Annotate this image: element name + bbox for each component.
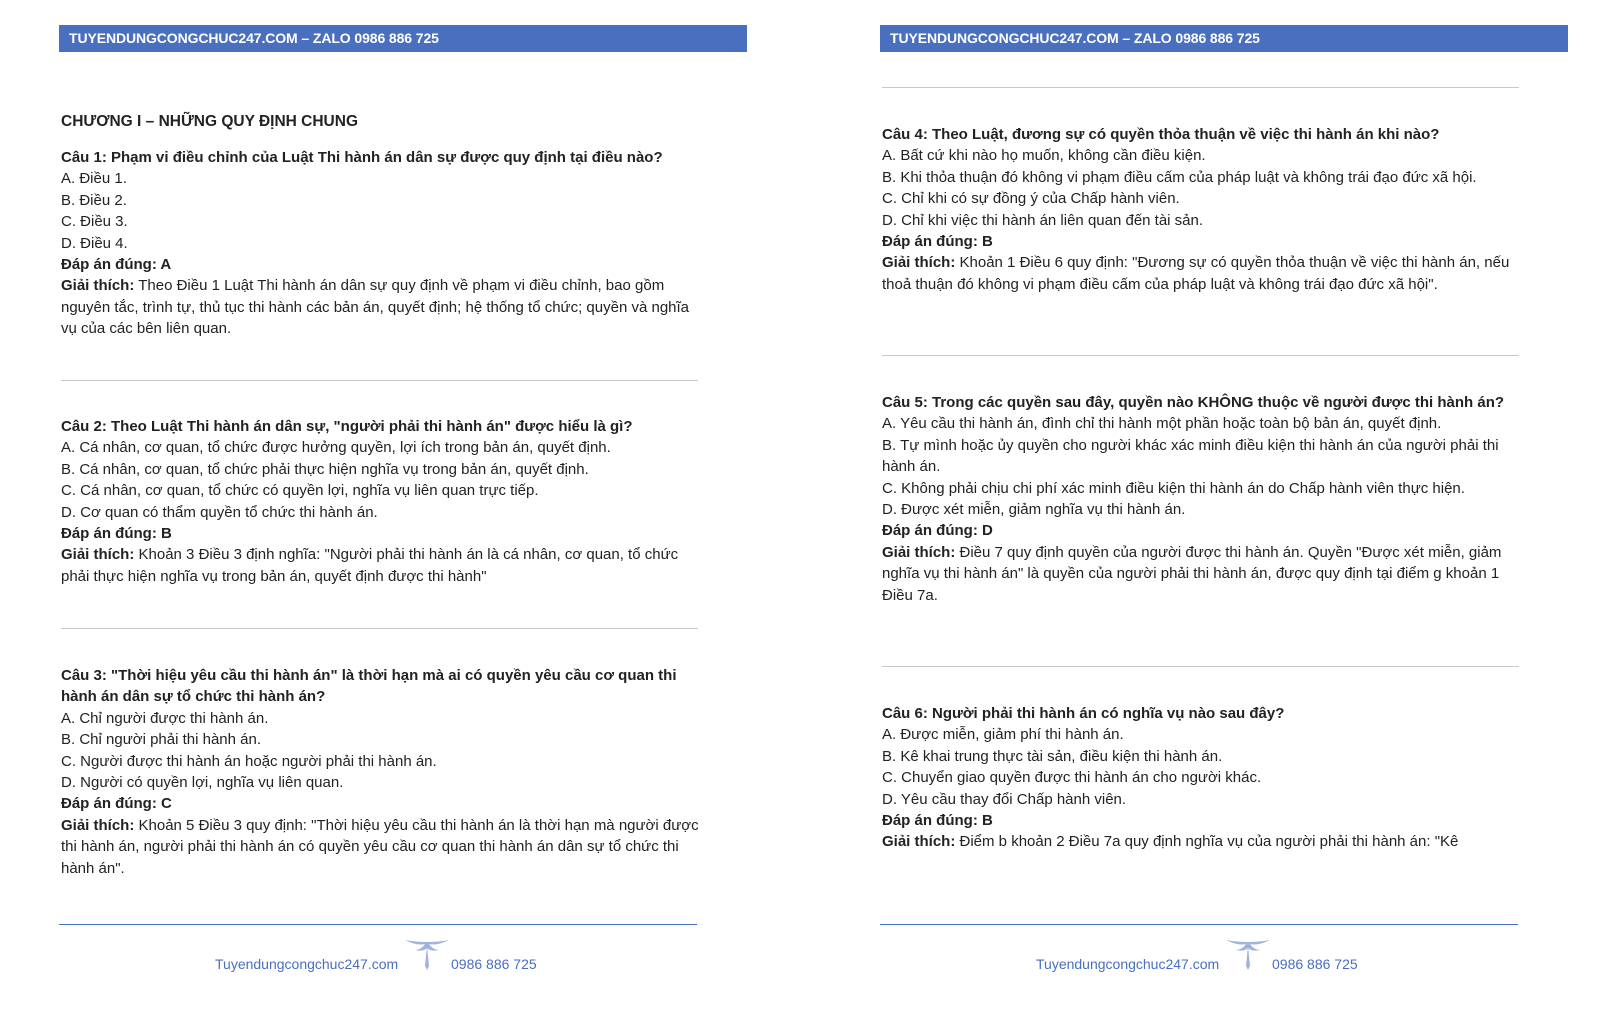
question-block (61, 665, 701, 879)
correct-answer: Đáp án đúng: A (61, 256, 172, 274)
explanation-label: Giải thích: (882, 543, 956, 561)
answer-option: B. Khi thỏa thuận đó không vi phạm điều cấm của pháp luật và không trái đạo đức xã hội. (882, 168, 1477, 186)
page-header: TUYENDUNGCONGCHUC247.COM – ZALO 0986 886 725 (880, 25, 1568, 52)
correct-answer: Đáp án đúng: B (882, 812, 993, 830)
explanation-label: Giải thích: (882, 833, 956, 851)
question-title: Câu 4: Theo Luật, đương sự có quyền thỏa thuận về việc thi hành án khi nào? (882, 126, 1440, 143)
question-title: Câu 1: Phạm vi điều chỉnh của Luật Thi hành án dân sự được quy định tại điều nào? (61, 149, 663, 166)
correct-answer: Đáp án đúng: C (61, 795, 172, 813)
answer-option: C. Cá nhân, cơ quan, tổ chức có quyền lợi, nghĩa vụ liên quan trực tiếp. (61, 482, 539, 500)
explanation (61, 544, 701, 587)
right-page (800, 0, 1600, 1018)
explanation-text: Điểm b khoản 2 Điều 7a quy định nghĩa vụ của người phải thi hành án: "Kê (955, 833, 1459, 851)
footer-site-link[interactable]: Tuyendungcongchuc247.com (215, 956, 399, 972)
explanation (882, 542, 1532, 606)
explanation-text: Điều 7 quy định quyền của người được thi hành án. Quyền "Được xét miễn, giảm nghĩa vụ thi hành án" là quyền của người phải thi hành án, được quy định tại điểm g khoản 1 Điều 7a. (882, 543, 1502, 604)
question-block (61, 147, 701, 340)
footer-divider (59, 924, 697, 925)
answer-option: C. Chỉ khi có sự đồng ý của Chấp hành viên. (882, 190, 1180, 208)
page-footer (1036, 936, 1396, 976)
answer-option: D. Cơ quan có thẩm quyền tổ chức thi hành án. (61, 503, 378, 521)
correct-answer: Đáp án đúng: B (882, 233, 993, 251)
bird-logo-icon (403, 936, 451, 972)
divider (61, 628, 698, 629)
divider (61, 380, 698, 381)
answer-option: B. Cá nhân, cơ quan, tổ chức phải thực hiện nghĩa vụ trong bản án, quyết định. (61, 460, 589, 478)
explanation-text: Khoản 3 Điều 3 định nghĩa: "Người phải thi hành án là cá nhân, cơ quan, tổ chức phải thực hiện nghĩa vụ trong bản án, quyết định được thi hành" (61, 546, 679, 585)
correct-answer: Đáp án đúng: B (61, 525, 172, 543)
question-block (61, 416, 701, 587)
answer-option: C. Người được thi hành án hoặc người phải thi hành án. (61, 752, 437, 770)
answer-option: B. Chỉ người phải thi hành án. (61, 731, 262, 749)
question-block (882, 392, 1532, 606)
answer-option: A. Chỉ người được thi hành án. (61, 709, 269, 727)
question-title: Câu 6: Người phải thi hành án có nghĩa vụ nào sau đây? (882, 705, 1285, 722)
answer-option: D. Điều 4. (61, 234, 128, 252)
divider (882, 355, 1519, 356)
explanation (882, 831, 1532, 852)
question-title: Câu 5: Trong các quyền sau đây, quyền nào KHÔNG thuộc về người được thi hành án? (882, 394, 1505, 411)
explanation-label: Giải thích: (61, 277, 135, 295)
divider (882, 87, 1519, 88)
answer-option: D. Được xét miễn, giảm nghĩa vụ thi hành án. (882, 501, 1186, 519)
explanation (61, 275, 701, 339)
explanation-text: Khoản 5 Điều 3 quy định: "Thời hiệu yêu cầu thi hành án là thời hạn mà người được thi hành án, người phải thi hành án có quyền yêu cầu cơ quan thi hành án dân sự tổ chức thi hành án". (61, 816, 699, 877)
answer-option: A. Cá nhân, cơ quan, tổ chức được hưởng quyền, lợi ích trong bản án, quyết định. (61, 439, 611, 457)
explanation-label: Giải thích: (61, 546, 135, 564)
page-header: TUYENDUNGCONGCHUC247.COM – ZALO 0986 886 725 (59, 25, 747, 52)
bird-logo-icon (1224, 936, 1272, 972)
correct-answer: Đáp án đúng: D (882, 522, 993, 540)
question-title: Câu 3: "Thời hiệu yêu cầu thi hành án" là thời hạn mà ai có quyền yêu cầu cơ quan thi hành án dân sự tổ chức thi hành án? (61, 667, 677, 706)
answer-option: C. Điều 3. (61, 213, 128, 231)
footer-site-link[interactable]: Tuyendungcongchuc247.com (1036, 956, 1220, 972)
explanation-label: Giải thích: (882, 254, 956, 272)
footer-phone: 0986 886 725 (1272, 956, 1358, 972)
explanation (882, 252, 1532, 295)
footer-divider (880, 924, 1518, 925)
answer-option: A. Bất cứ khi nào họ muốn, không cần điều kiện. (882, 147, 1206, 165)
answer-option: D. Yêu cầu thay đổi Chấp hành viên. (882, 790, 1127, 808)
explanation-text: Theo Điều 1 Luật Thi hành án dân sự quy định về phạm vi điều chỉnh, bao gồm nguyên tắc, trình tự, thủ tục thi hành các bản án, quyết định; hệ thống tổ chức; quyền và nghĩa vụ của các bên liên quan. (61, 277, 690, 338)
explanation-label: Giải thích: (61, 816, 135, 834)
answer-option: B. Điều 2. (61, 191, 127, 209)
answer-option: A. Điều 1. (61, 170, 127, 188)
question-block (882, 703, 1532, 853)
answer-option: D. Chỉ khi việc thi hành án liên quan đến tài sản. (882, 211, 1204, 229)
explanation-text: Khoản 1 Điều 6 quy định: "Đương sự có quyền thỏa thuận về việc thi hành án, nếu thoả thuận đó không vi phạm điều cấm của pháp luật và không trái đạo đức xã hội". (882, 254, 1510, 293)
answer-option: D. Người có quyền lợi, nghĩa vụ liên quan. (61, 774, 344, 792)
footer-phone: 0986 886 725 (451, 956, 537, 972)
answer-option: B. Tự mình hoặc ủy quyền cho người khác xác minh điều kiện thi hành án của người phải thi hành án. (882, 436, 1499, 476)
answer-option: C. Không phải chịu chi phí xác minh điều kiện thi hành án do Chấp hành viên thực hiện. (882, 479, 1465, 497)
question-block (882, 124, 1532, 295)
answer-option: A. Được miễn, giảm phí thi hành án. (882, 726, 1124, 744)
answer-option: C. Chuyển giao quyền được thi hành án cho người khác. (882, 769, 1262, 787)
page-footer (215, 936, 575, 976)
answer-option: A. Yêu cầu thi hành án, đình chỉ thi hành một phần hoặc toàn bộ bản án, quyết định. (882, 415, 1442, 433)
question-title: Câu 2: Theo Luật Thi hành án dân sự, "người phải thi hành án" được hiểu là gì? (61, 418, 633, 435)
answer-option: B. Kê khai trung thực tài sản, điều kiện thi hành án. (882, 747, 1223, 765)
chapter-title: CHƯƠNG I – NHỮNG QUY ĐỊNH CHUNG (61, 113, 359, 130)
divider (882, 666, 1519, 667)
explanation (61, 815, 701, 879)
